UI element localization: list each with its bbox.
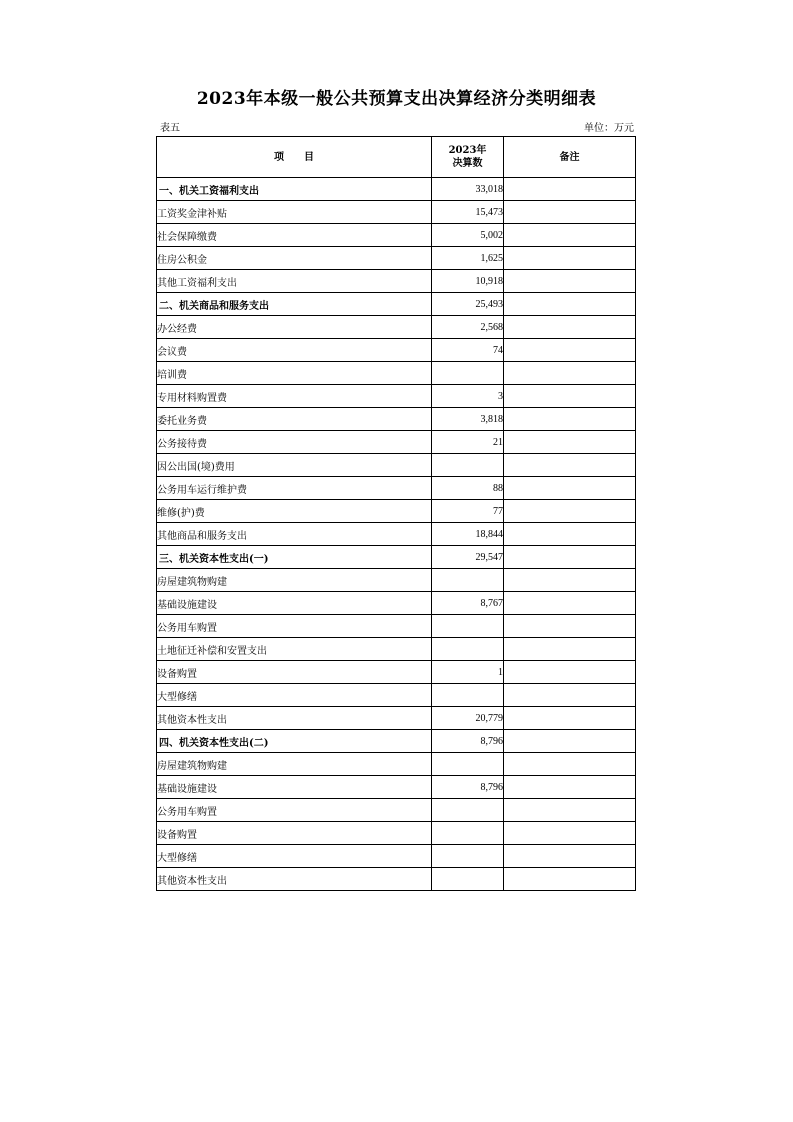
remark-cell bbox=[504, 845, 636, 868]
amount-cell bbox=[432, 615, 504, 638]
table-row bbox=[157, 362, 636, 385]
header-remark: 备注 bbox=[504, 137, 636, 178]
table-row bbox=[157, 201, 636, 224]
item-name: 公务用车运行维护费 bbox=[157, 477, 432, 500]
table-row bbox=[157, 661, 636, 684]
category-name: 四、机关资本性支出(二) bbox=[157, 730, 432, 753]
item-name: 专用材料购置费 bbox=[157, 385, 432, 408]
table-row bbox=[157, 247, 636, 270]
remark-cell bbox=[504, 500, 636, 523]
amount-cell bbox=[432, 454, 504, 477]
item-name: 其他工资福利支出 bbox=[157, 270, 432, 293]
remark-cell bbox=[504, 431, 636, 454]
item-name: 住房公积金 bbox=[157, 247, 432, 270]
table-row bbox=[157, 339, 636, 362]
item-name: 设备购置 bbox=[157, 822, 432, 845]
remark-cell bbox=[504, 316, 636, 339]
table-row bbox=[157, 638, 636, 661]
table-row bbox=[157, 178, 636, 201]
table-row bbox=[157, 454, 636, 477]
remark-cell bbox=[504, 201, 636, 224]
category-name: 一、机关工资福利支出 bbox=[157, 178, 432, 201]
table-row bbox=[157, 684, 636, 707]
remark-cell bbox=[504, 454, 636, 477]
item-name: 会议费 bbox=[157, 339, 432, 362]
remark-cell bbox=[504, 638, 636, 661]
table-row bbox=[157, 224, 636, 247]
table-row bbox=[157, 730, 636, 753]
table-row bbox=[157, 500, 636, 523]
amount-cell bbox=[432, 799, 504, 822]
table-row bbox=[157, 431, 636, 454]
item-name: 土地征迁补偿和安置支出 bbox=[157, 638, 432, 661]
remark-cell bbox=[504, 408, 636, 431]
amount-cell: 8,767 bbox=[432, 592, 504, 615]
remark-cell bbox=[504, 730, 636, 753]
remark-cell bbox=[504, 684, 636, 707]
item-name: 公务用车购置 bbox=[157, 799, 432, 822]
table-row bbox=[157, 270, 636, 293]
item-name: 房屋建筑物购建 bbox=[157, 753, 432, 776]
remark-cell bbox=[504, 776, 636, 799]
category-name: 三、机关资本性支出(一) bbox=[157, 546, 432, 569]
item-name: 其他商品和服务支出 bbox=[157, 523, 432, 546]
item-name: 设备购置 bbox=[157, 661, 432, 684]
amount-cell bbox=[432, 753, 504, 776]
remark-cell bbox=[504, 799, 636, 822]
table-number: 表五 bbox=[160, 123, 180, 134]
remark-cell bbox=[504, 822, 636, 845]
table-row bbox=[157, 385, 636, 408]
category-name: 二、机关商品和服务支出 bbox=[157, 293, 432, 316]
remark-cell bbox=[504, 615, 636, 638]
remark-cell bbox=[504, 546, 636, 569]
table-row bbox=[157, 592, 636, 615]
amount-cell: 5,002 bbox=[432, 224, 504, 247]
table-row bbox=[157, 293, 636, 316]
amount-cell bbox=[432, 638, 504, 661]
item-name: 公务用车购置 bbox=[157, 615, 432, 638]
remark-cell bbox=[504, 592, 636, 615]
table-row bbox=[157, 707, 636, 730]
amount-cell: 20,779 bbox=[432, 707, 504, 730]
amount-cell: 2,568 bbox=[432, 316, 504, 339]
amount-cell: 18,844 bbox=[432, 523, 504, 546]
remark-cell bbox=[504, 293, 636, 316]
remark-cell bbox=[504, 270, 636, 293]
table-row bbox=[157, 523, 636, 546]
item-name: 因公出国(境)费用 bbox=[157, 454, 432, 477]
remark-cell bbox=[504, 569, 636, 592]
item-name: 培训费 bbox=[157, 362, 432, 385]
amount-cell: 74 bbox=[432, 339, 504, 362]
amount-cell: 1 bbox=[432, 661, 504, 684]
amount-cell: 88 bbox=[432, 477, 504, 500]
table-row bbox=[157, 776, 636, 799]
table-row bbox=[157, 569, 636, 592]
item-name: 其他资本性支出 bbox=[157, 707, 432, 730]
amount-cell bbox=[432, 684, 504, 707]
remark-cell bbox=[504, 362, 636, 385]
amount-cell: 29,547 bbox=[432, 546, 504, 569]
remark-cell bbox=[504, 339, 636, 362]
remark-cell bbox=[504, 224, 636, 247]
item-name: 房屋建筑物购建 bbox=[157, 569, 432, 592]
amount-cell: 10,918 bbox=[432, 270, 504, 293]
remark-cell bbox=[504, 661, 636, 684]
table-row bbox=[157, 477, 636, 500]
remark-cell bbox=[504, 477, 636, 500]
header-amount-label: 决算数 bbox=[452, 158, 483, 169]
remark-cell bbox=[504, 523, 636, 546]
amount-cell: 25,493 bbox=[432, 293, 504, 316]
amount-cell: 3 bbox=[432, 385, 504, 408]
amount-cell: 21 bbox=[432, 431, 504, 454]
table-row bbox=[157, 822, 636, 845]
amount-cell bbox=[432, 362, 504, 385]
item-name: 其他资本性支出 bbox=[157, 868, 432, 891]
table-row bbox=[157, 615, 636, 638]
amount-cell: 8,796 bbox=[432, 776, 504, 799]
amount-cell bbox=[432, 868, 504, 891]
table-row bbox=[157, 546, 636, 569]
amount-cell: 8,796 bbox=[432, 730, 504, 753]
table-row bbox=[157, 868, 636, 891]
item-name: 社会保障缴费 bbox=[157, 224, 432, 247]
remark-cell bbox=[504, 753, 636, 776]
item-name: 基础设施建设 bbox=[157, 592, 432, 615]
amount-cell: 1,625 bbox=[432, 247, 504, 270]
item-name: 大型修缮 bbox=[157, 845, 432, 868]
amount-cell bbox=[432, 569, 504, 592]
expenditure-table bbox=[156, 136, 636, 891]
table-row bbox=[157, 408, 636, 431]
amount-cell bbox=[432, 822, 504, 845]
amount-cell: 15,473 bbox=[432, 201, 504, 224]
header-amount bbox=[432, 137, 504, 178]
amount-cell: 33,018 bbox=[432, 178, 504, 201]
table-row bbox=[157, 799, 636, 822]
header-amount-year: 2023年 bbox=[448, 145, 487, 156]
amount-cell: 3,818 bbox=[432, 408, 504, 431]
amount-cell bbox=[432, 845, 504, 868]
table-header-row bbox=[157, 137, 636, 178]
remark-cell bbox=[504, 707, 636, 730]
remark-cell bbox=[504, 247, 636, 270]
item-name: 委托业务费 bbox=[157, 408, 432, 431]
header-item: 项 目 bbox=[157, 137, 432, 178]
remark-cell bbox=[504, 385, 636, 408]
amount-cell: 77 bbox=[432, 500, 504, 523]
item-name: 办公经费 bbox=[157, 316, 432, 339]
table-row bbox=[157, 845, 636, 868]
table-row bbox=[157, 316, 636, 339]
item-name: 工资奖金津补贴 bbox=[157, 201, 432, 224]
page-title: 2023年本级一般公共预算支出决算经济分类明细表 bbox=[196, 89, 597, 109]
remark-cell bbox=[504, 868, 636, 891]
item-name: 维修(护)费 bbox=[157, 500, 432, 523]
item-name: 基础设施建设 bbox=[157, 776, 432, 799]
item-name: 公务接待费 bbox=[157, 431, 432, 454]
table-row bbox=[157, 753, 636, 776]
item-name: 大型修缮 bbox=[157, 684, 432, 707]
remark-cell bbox=[504, 178, 636, 201]
unit-label: 单位：万元 bbox=[584, 123, 634, 134]
